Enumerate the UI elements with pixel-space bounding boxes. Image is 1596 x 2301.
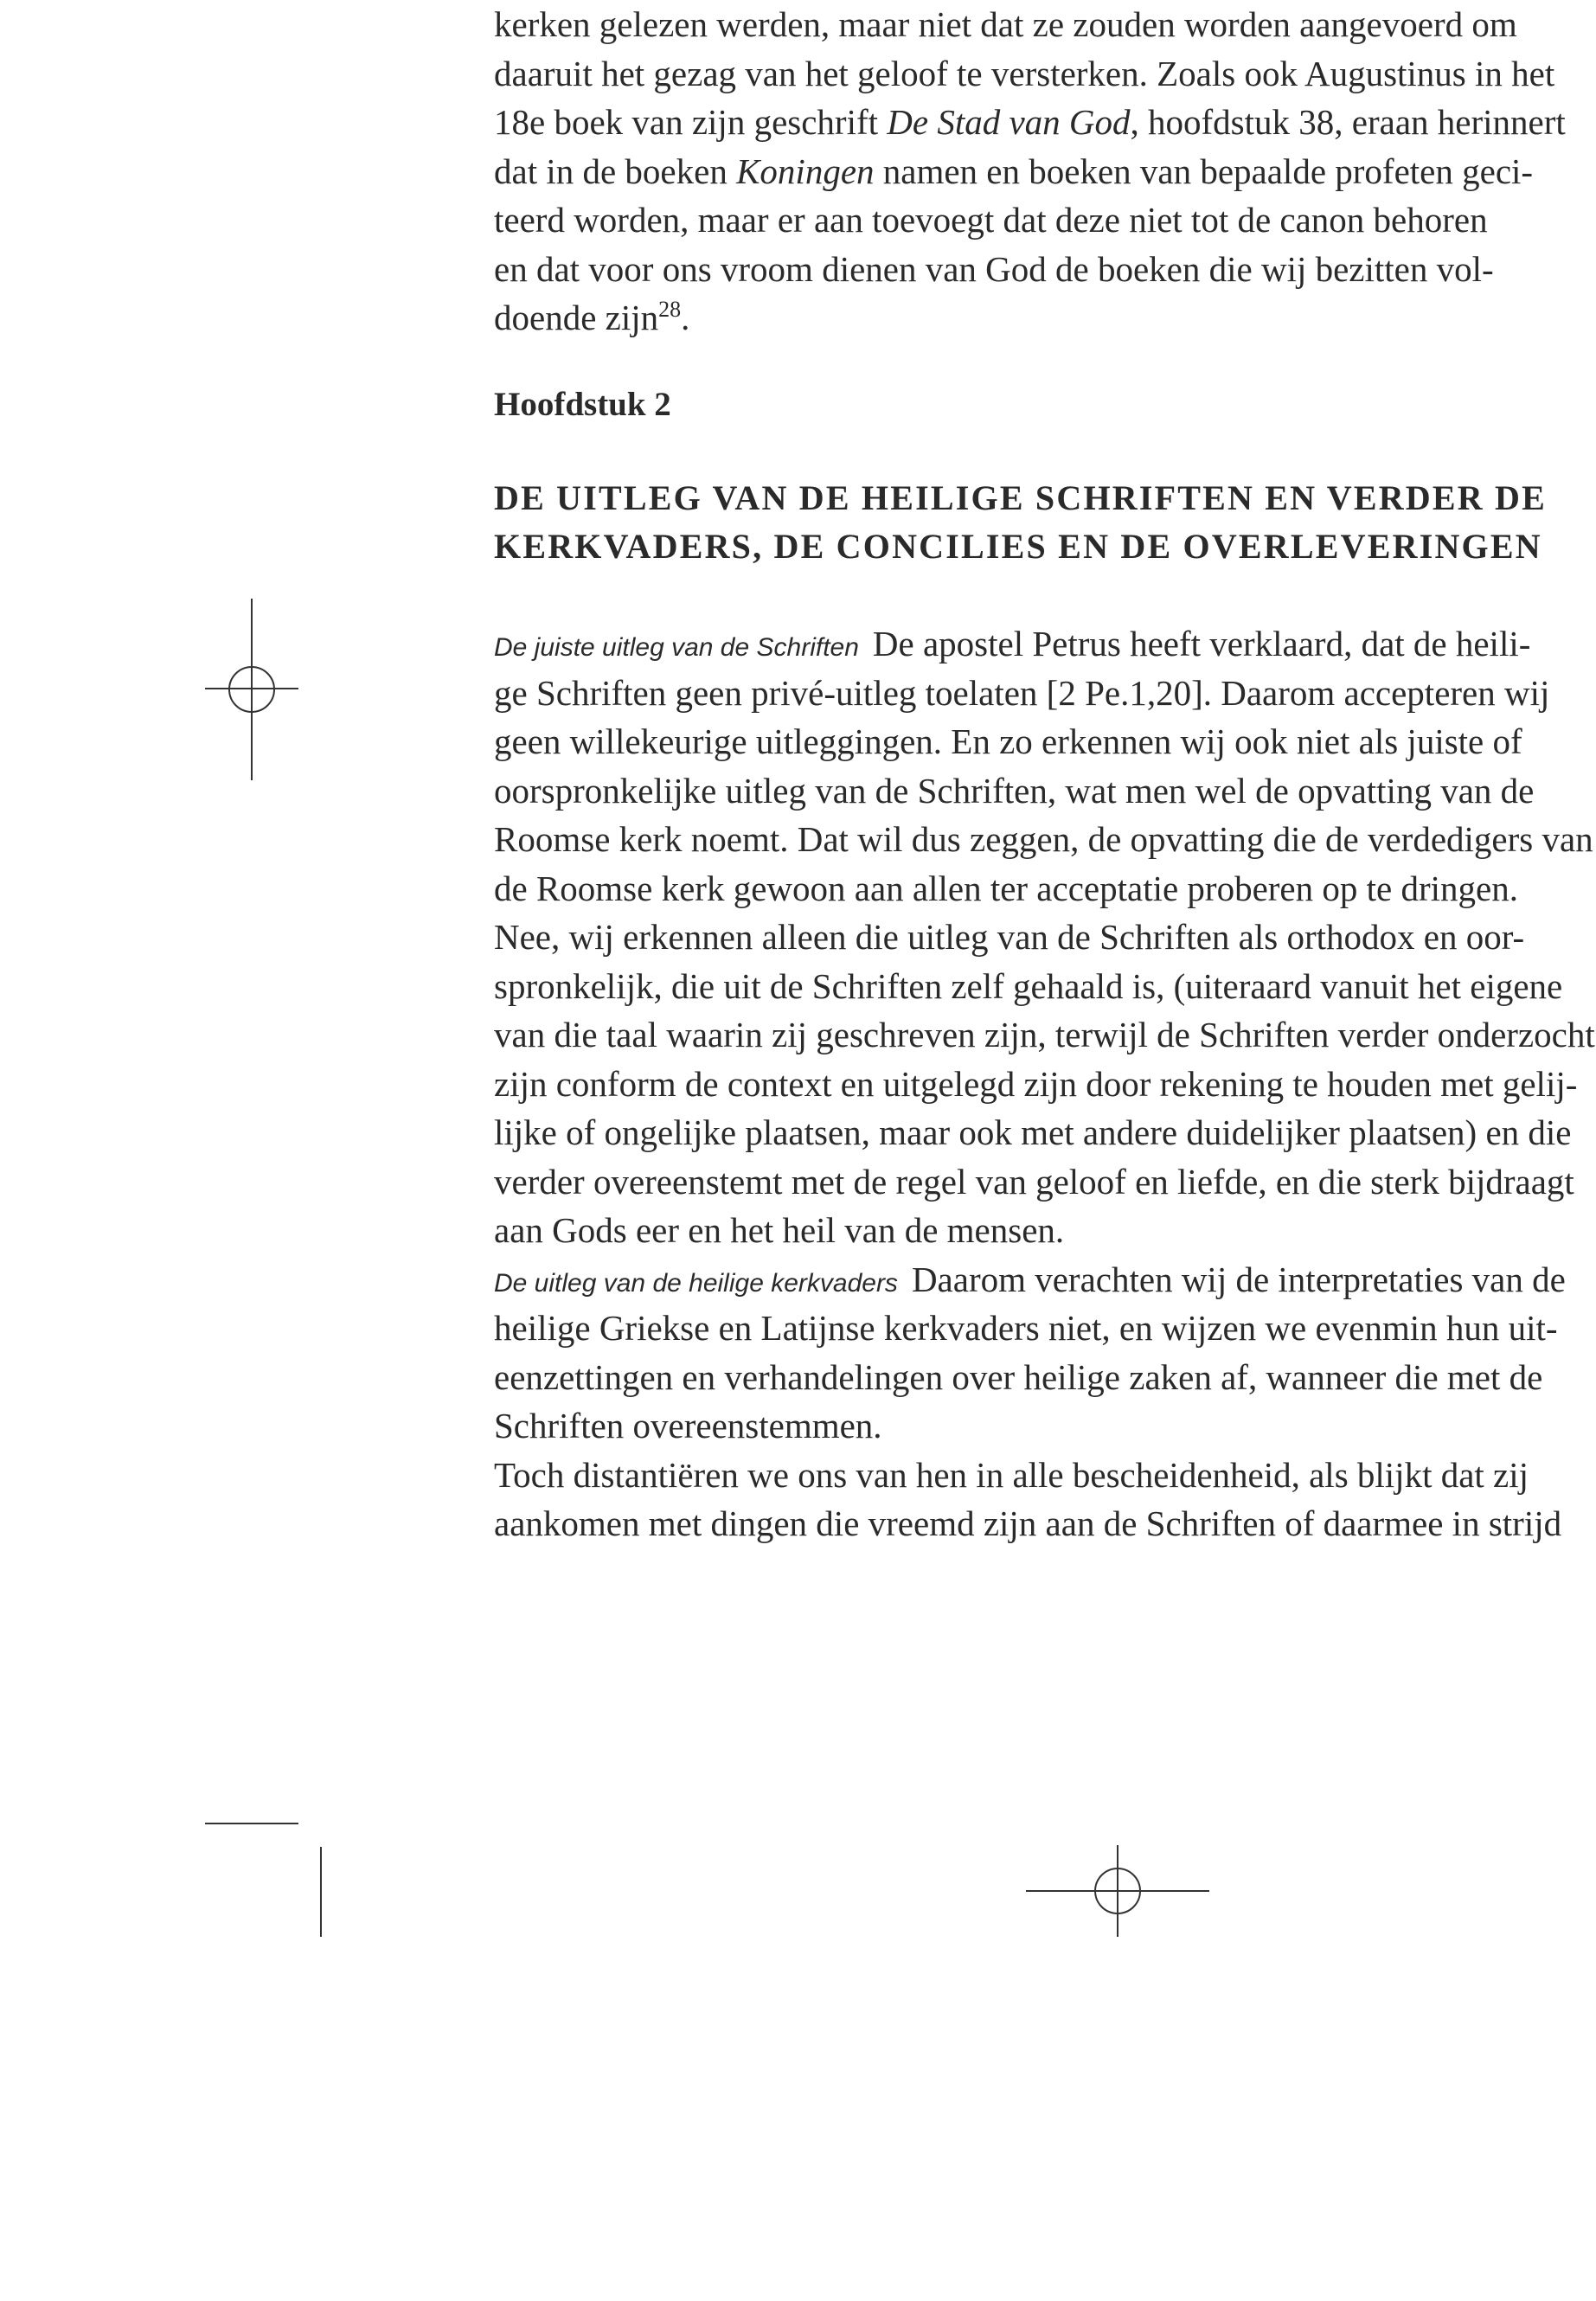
section-label: De juiste uitleg van de Schriften [494, 633, 859, 662]
text-line: eenzettingen en verhandelingen over heilige zaken af, wanneer die met de [494, 1356, 1543, 1397]
text-line: De juiste uitleg van de Schriften De apostel Petrus heeft verklaard, dat de heili- [494, 624, 1531, 663]
text-line: teerd worden, maar er aan toevoegt dat deze niet tot de canon behoren [494, 200, 1488, 240]
text-line: de Roomse kerk gewoon aan allen ter acceptatie proberen op te dringen. [494, 868, 1518, 908]
chapter-title-line: KERKVADERS, DE CONCILIES EN DE OVERLEVERINGEN [494, 527, 1542, 566]
text-line: oorspronkelijke uitleg van de Schriften, wat men wel de opvatting van de [494, 770, 1535, 811]
registration-circle [1094, 1868, 1141, 1914]
chapter-body [494, 619, 1595, 1548]
text-line: geen willekeurige uitleggingen. En zo erkennen wij ook niet als juiste of [494, 721, 1522, 761]
text-line: doende zijn$^{28}$. [494, 297, 690, 337]
text-line: spronkelijk, die uit de Schriften zelf gehaald is, (uiteraard vanuit het eigene [494, 965, 1563, 1006]
text-line: Schriften overeenstemmen. [494, 1406, 882, 1445]
intro-paragraph [494, 0, 1566, 343]
text-line: aankomen met dingen die vreemd zijn aan de Schriften of daarmee in strijd [494, 1503, 1562, 1543]
chapter-title-line: DE UITLEG VAN DE HEILIGE SCHRIFTEN EN VERDER DE [494, 478, 1548, 517]
text-line: De uitleg van de heilige kerkvaders Daarom verachten wij de interpretaties van de [494, 1259, 1566, 1299]
text-line: zijn conform de context en uitgelegd zijn door rekening te houden met gelij- [494, 1063, 1578, 1104]
text-line: van die taal waarin zij geschreven zijn, terwijl de Schriften verder onderzocht [494, 1015, 1595, 1054]
text-line: 18e boek van zijn geschrift De Stad van God, hoofdstuk 38, eraan herinnert [494, 102, 1566, 142]
text-line: dat in de boeken Koningen namen en boeken van bepaalde profeten geci- [494, 151, 1534, 191]
text-line: kerken gelezen werden, maar niet dat ze zouden worden aangevoerd om [494, 4, 1517, 44]
registration-circle [228, 666, 275, 713]
text-line: Nee, wij erkennen alleen die uitleg van de Schriften als orthodox en oor- [494, 917, 1525, 957]
text-line: aan Gods eer en het heil van de mensen. [494, 1210, 1065, 1250]
book-title: Koningen [736, 151, 875, 191]
crop-line [320, 1847, 322, 1937]
text-line: verder overeenstemt met de regel van geloof en liefde, en die sterk bijdraagt [494, 1161, 1574, 1202]
text-line: heilige Griekse en Latijnse kerkvaders niet, en wijzen we evenmin hun uit- [494, 1308, 1558, 1348]
section-label: De uitleg van de heilige kerkvaders [494, 1268, 898, 1298]
book-title: De Stad van God [887, 102, 1131, 142]
crop-line [205, 1823, 298, 1824]
text-line: lijke of ongelijke plaatsen, maar ook met andere duidelijker plaatsen) en die [494, 1112, 1572, 1152]
text-line: Roomse kerk noemt. Dat wil dus zeggen, de opvatting die de verdedigers van [494, 819, 1593, 859]
chapter-label: Hoofdstuk 2 [494, 386, 671, 423]
text-line: ge Schriften geen privé-uitleg toelaten [2 Pe.1,20]. Daarom accepteren wij [494, 672, 1550, 713]
footnote-reference: 28 [658, 297, 682, 322]
text-line: en dat voor ons vroom dienen van God de boeken die wij bezitten vol- [494, 248, 1494, 289]
text-line: Toch distantiëren we ons van hen in alle bescheidenheid, als blijkt dat zij [494, 1454, 1529, 1495]
text-line: daaruit het gezag van het geloof te versterken. Zoals ook Augustinus in het [494, 53, 1555, 93]
chapter-title [494, 474, 1547, 571]
